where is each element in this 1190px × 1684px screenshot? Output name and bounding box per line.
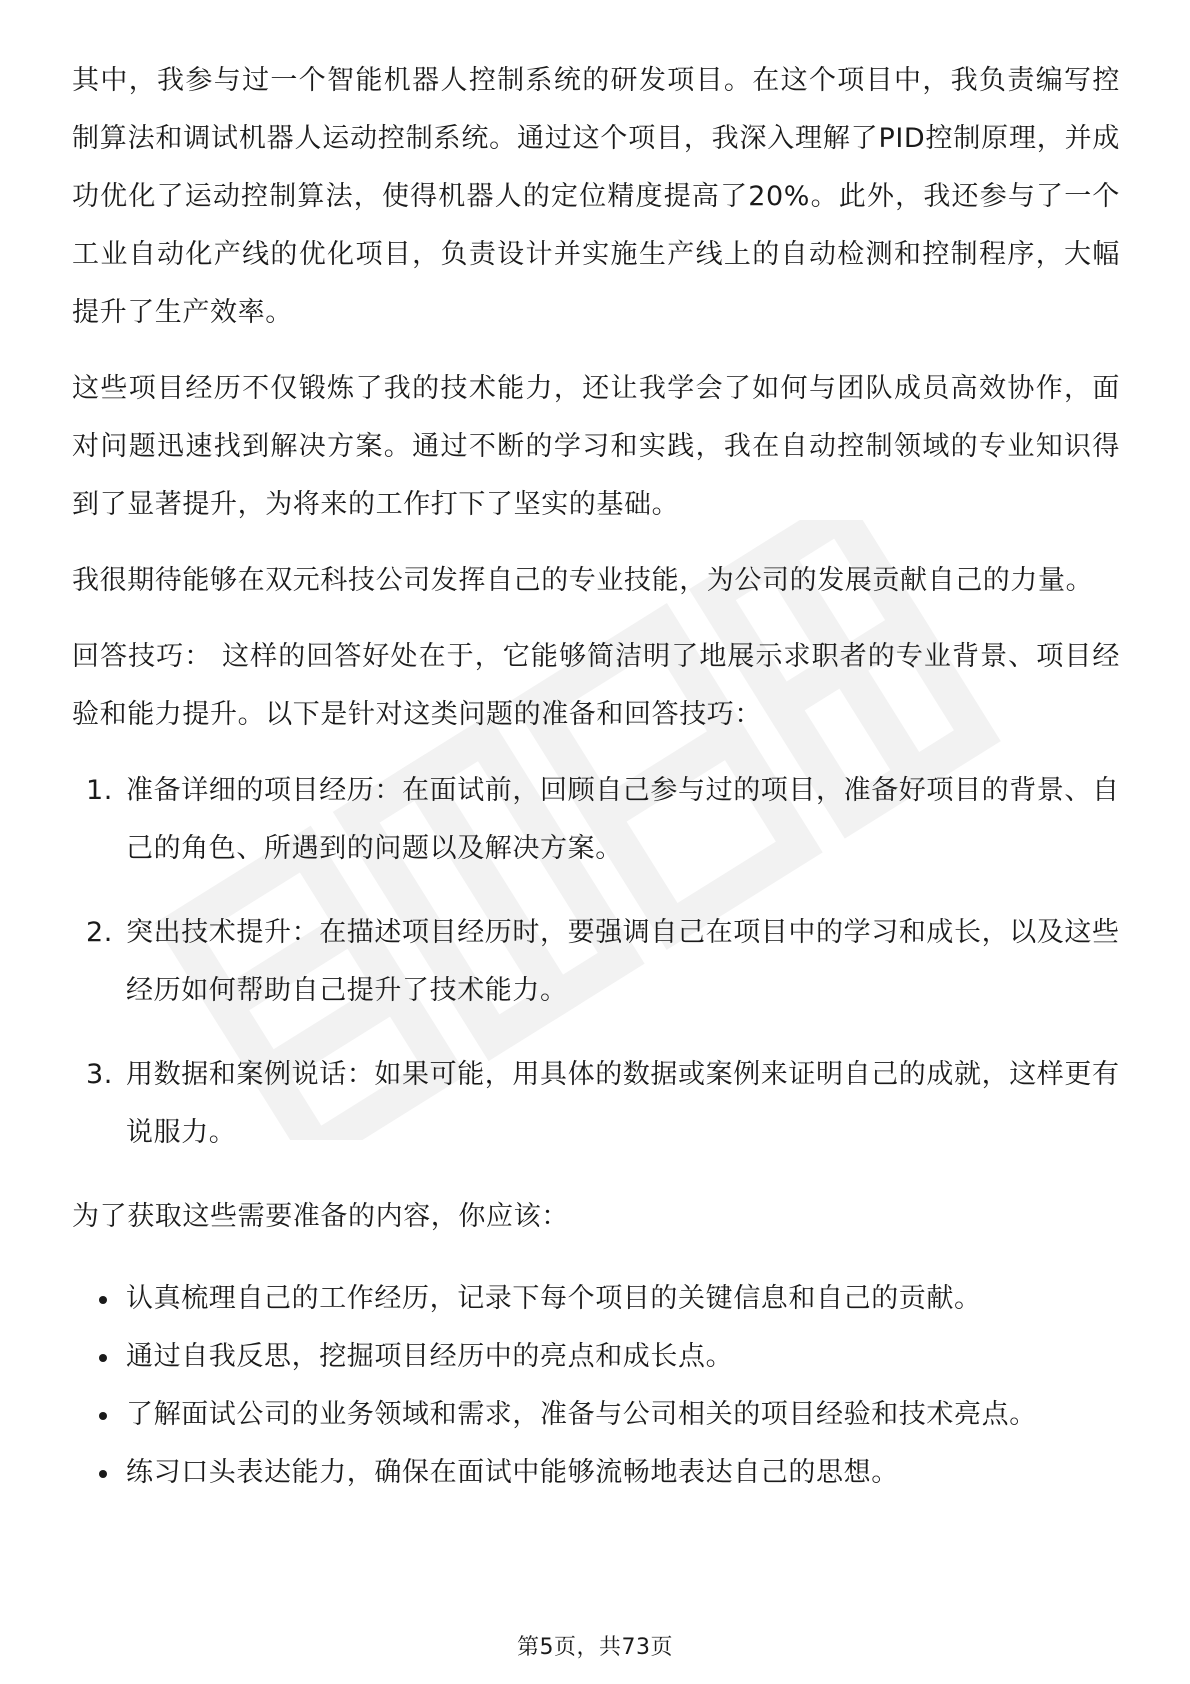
list-item-text: 练习口头表达能力，确保在面试中能够流畅地表达自己的思想。 [126,1457,899,1488]
tip-item [72,1046,1120,1162]
bullet-icon [99,1296,107,1304]
page-footer: 第5页，共73页 [517,1635,673,1660]
tips-list [72,762,1120,1162]
paragraph-project-experience: 其中，我参与过一个智能机器人控制系统的研发项目。在这个项目中，我负责编写控制算法和调试机器人运动控制系统。通过这个项目，我深入理解了PID控制原理，并成功优化了运动控制算法，使得机器人的定位精度提高了20%。此外，我还参与了一个工业自动化产线的优化项目，负责设计并实施生产线上的自动检测和控制程序，大幅提升了生产效率。 [72,65,1120,328]
list-item [72,1270,1120,1328]
list-item [72,1386,1120,1444]
tip-item [72,904,1120,1020]
paragraph-skills-growth: 这些项目经历不仅锻炼了我的技术能力，还让我学会了如何与团队成员高效协作，面对问题迅速找到解决方案。通过不断的学习和实践，我在自动控制领域的专业知识得到了显著提升，为将来的工作打下了坚实的基础。 [72,373,1120,520]
tip-item [72,762,1120,878]
list-item-text: 认真梳理自己的工作经历，记录下每个项目的关键信息和自己的贡献。 [126,1283,982,1314]
tip-number: 1. [86,775,113,806]
list-item-text: 通过自我反思，挖掘项目经历中的亮点和成长点。 [126,1341,734,1372]
list-item-text: 了解面试公司的业务领域和需求，准备与公司相关的项目经验和技术亮点。 [126,1399,1037,1430]
paragraph-prep-intro: 为了获取这些需要准备的内容，你应该： [72,1201,569,1232]
list-item [72,1328,1120,1386]
tip-text: 突出技术提升：在描述项目经历时，要强调自己在项目中的学习和成长，以及这些经历如何帮助自己提升了技术能力。 [126,917,1120,1006]
tip-number: 2. [86,917,113,948]
tip-number: 3. [86,1059,113,1090]
bullet-icon [99,1470,107,1478]
tip-text: 准备详细的项目经历：在面试前，回顾自己参与过的项目，准备好项目的背景、自己的角色、所遇到的问题以及解决方案。 [126,775,1120,864]
list-item [72,1444,1120,1502]
bullet-icon [99,1354,107,1362]
tip-text: 用数据和案例说话：如果可能，用具体的数据或案例来证明自己的成就，这样更有说服力。 [126,1059,1120,1148]
bullet-icon [99,1412,107,1420]
paragraph-answer-tips: 回答技巧： 这样的回答好处在于，它能够简洁明了地展示求职者的专业背景、项目经验和能力提升。以下是针对这类问题的准备和回答技巧： [72,641,1120,730]
document-page [72,52,1120,1502]
prep-list [72,1270,1120,1502]
paragraph-expectation: 我很期待能够在双元科技公司发挥自己的专业技能，为公司的发展贡献自己的力量。 [72,565,1094,596]
